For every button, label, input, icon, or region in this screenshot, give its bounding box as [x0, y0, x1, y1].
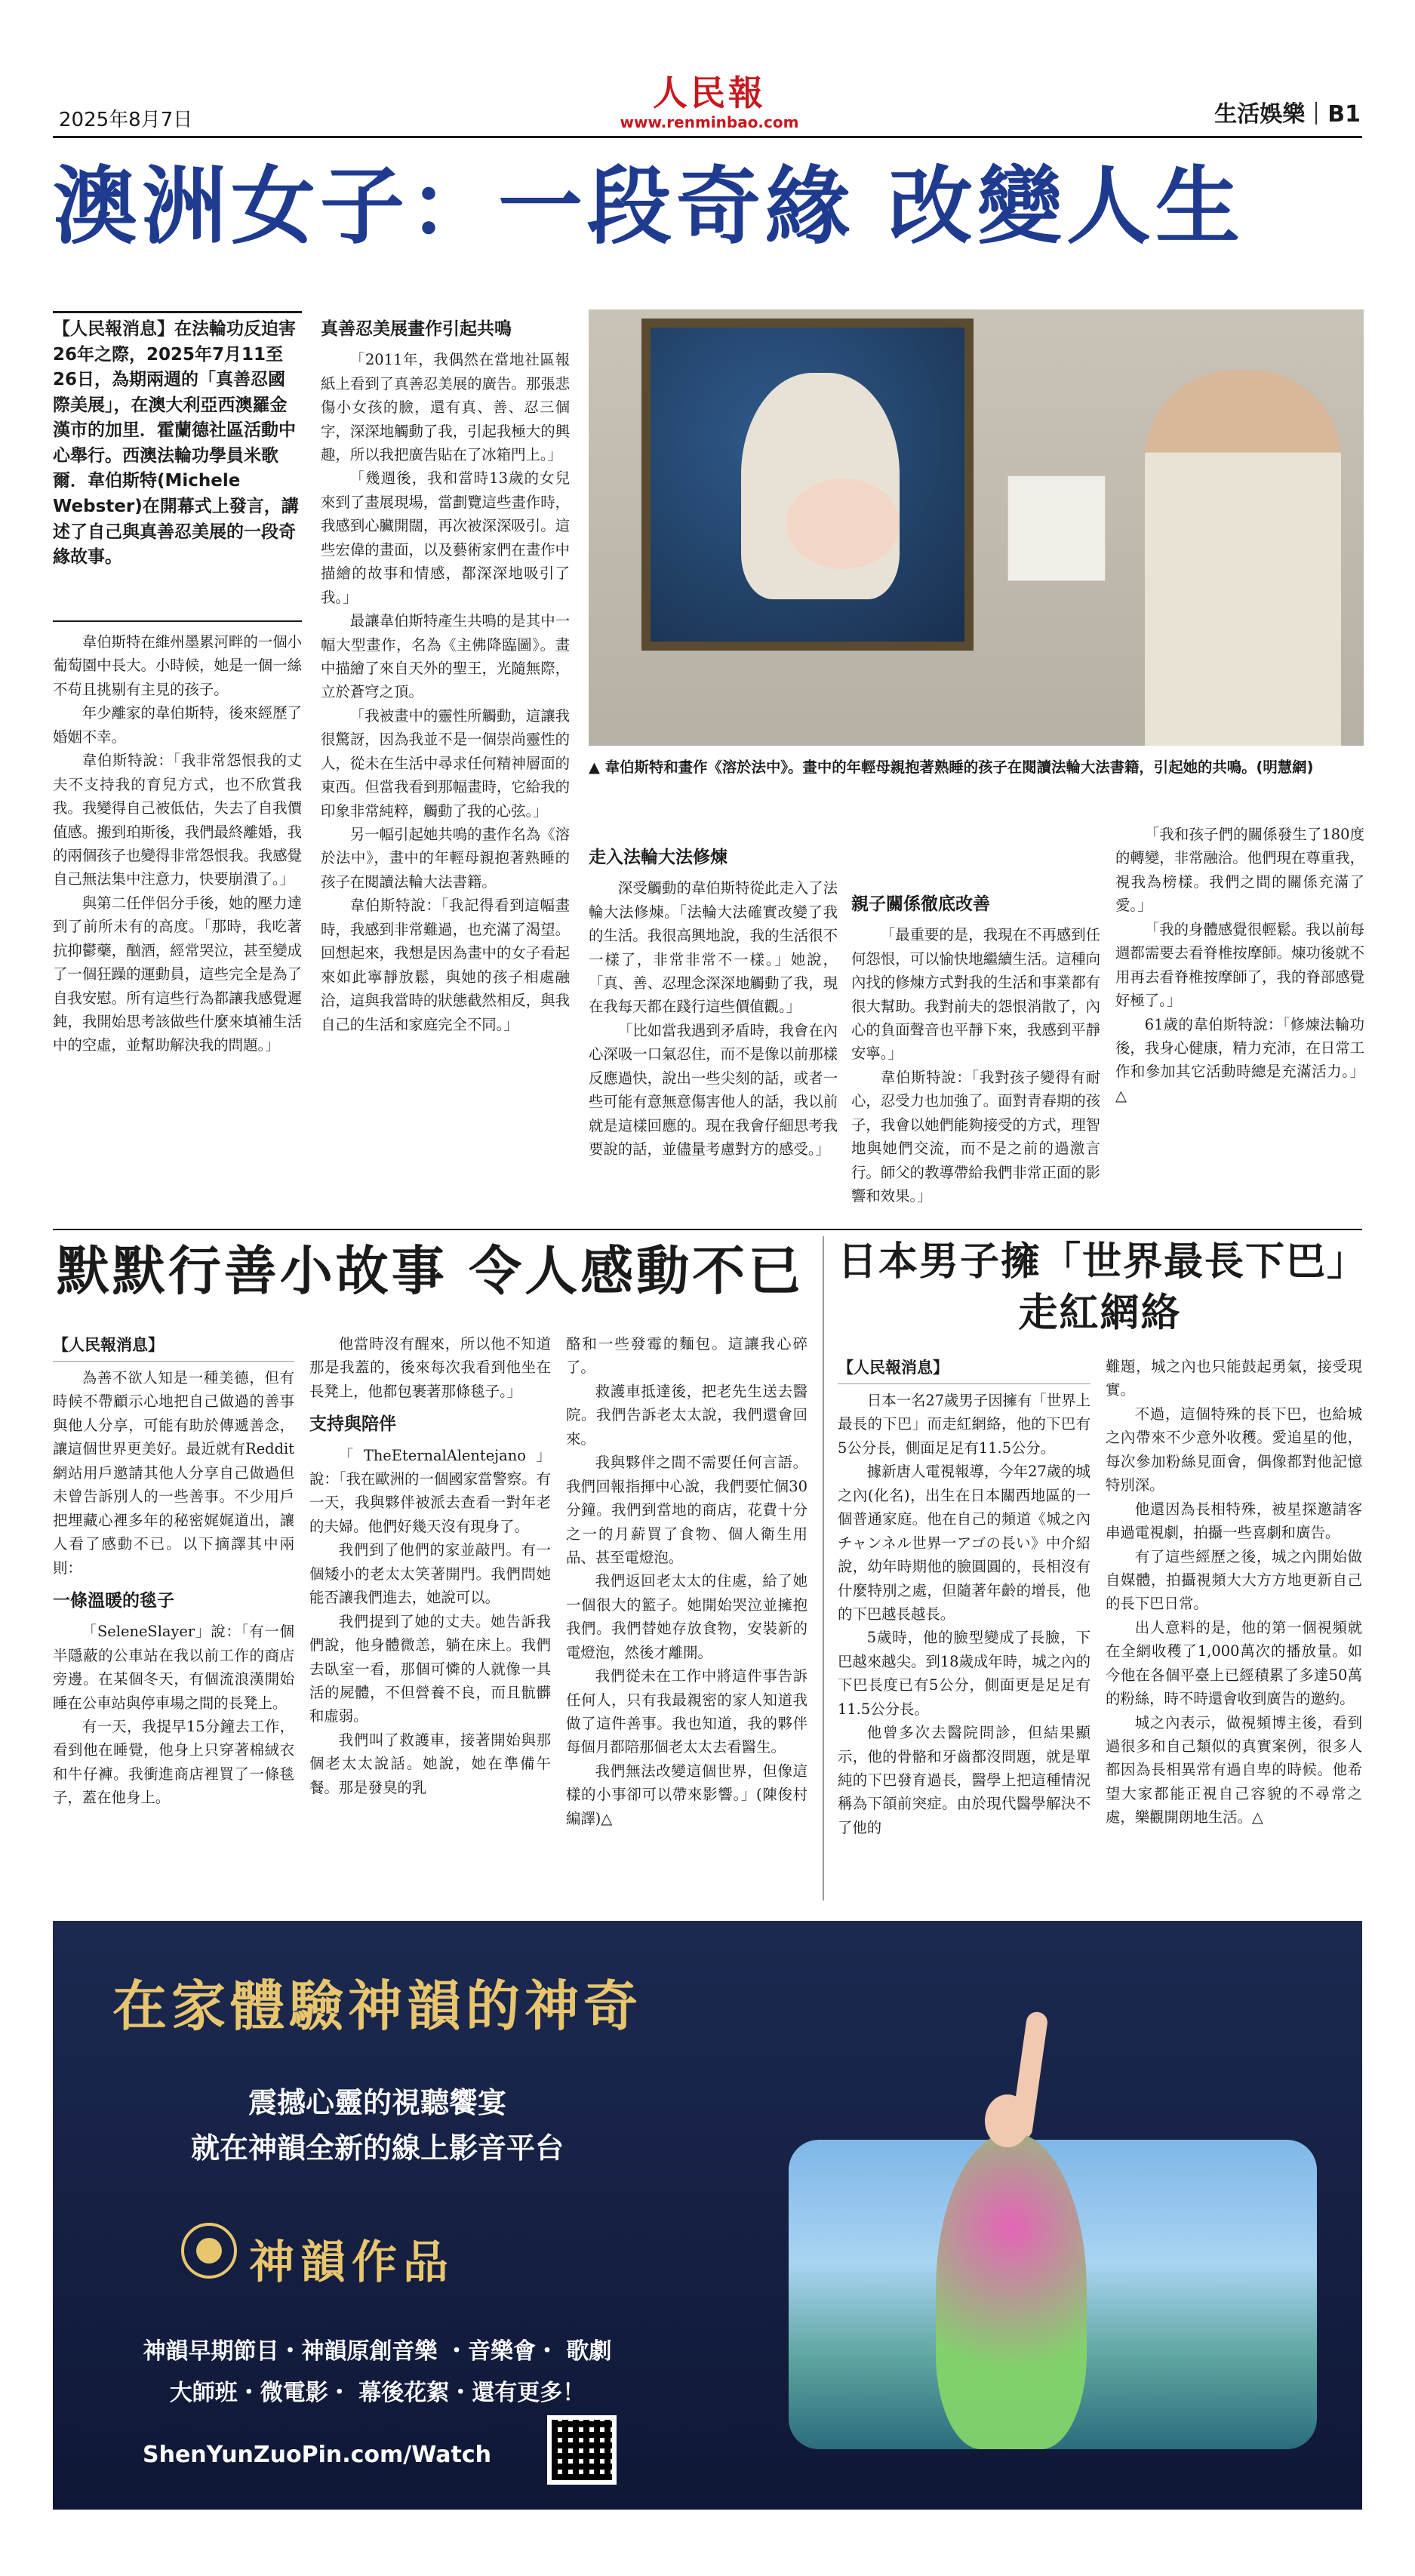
lead-rule-top — [53, 311, 302, 313]
paragraph: 「我被畫中的靈性所觸動，這讓我很驚訝，因為我並不是一個崇尚靈性的人，從未在生活中尋求任何精神層面的東西。但當我看到那幅畫時，它給我的印象非常純粹，觸動了我的心弦。」 — [321, 706, 570, 820]
article3-headline-line2: 走紅網絡 — [1018, 1289, 1182, 1336]
paragraph: 韋伯斯特說：「我對孩子變得有耐心，忍受力也加強了。面對青春期的孩子，我會以她們能夠接受的方式，理智地與她們交流，而不是之前的過激言行。師父的教導帶給我們非常正面的影響和效果。」 — [851, 1068, 1100, 1205]
paragraph: 韋伯斯特在維州墨累河畔的一個小葡萄園中長大。小時候，她是一個一絲不苟且挑剔有主見的孩子。 — [53, 633, 302, 698]
paragraph: 我們提到了她的丈夫。她告訴我們說，他身體微恙，躺在床上。我們去臥室一看，那個可憐的人就像一具活的屍體，不但營養不良，而且骯髒和虛弱。 — [309, 1612, 551, 1725]
subheading: 真善忍美展畫作引起共鳴 — [321, 319, 512, 339]
paragraph: 韋伯斯特說：「我記得看到這幅畫時，我感到非常難過，也充滿了渴望。回想起來，我想是因為畫中的女子看起來如此寧靜放鬆，與她的孩子相處融洽，這與我當時的狀態截然相反，與我自己的生活和家庭完全不同。」 — [321, 897, 570, 1033]
woman-figure — [1145, 370, 1341, 746]
paragraph: 與第二任伴侶分手後，她的壓力達到了前所未有的高度。「那時，我吃著抗抑鬱藥，酗酒，經常哭泣，甚至變成了一個狂躁的運動員，這些完全是為了自我安慰。所有這些行為都讓我感覺遲鈍，我開始思考該做些什麼來填補生活中的空虛，並幫助解決我的問題。」 — [53, 894, 302, 1054]
painting-plaque — [1007, 475, 1106, 581]
paragraph: 另一幅引起她共鳴的畫作名為《溶於法中》，畫中的年輕母親抱著熟睡的孩子在閱讀法輪大法書籍。 — [321, 826, 570, 891]
article2-headline: 默默行善小故事 令人感動不已 — [56, 1239, 804, 1302]
article-photo — [589, 309, 1364, 746]
dancer-head — [985, 2094, 1030, 2147]
paragraph: 不過，這個特殊的長下巴，也給城之內帶來不少意外收穫。愛追星的他，每次參加粉絲見面會，偶像都對他記憶特別深。 — [1106, 1405, 1362, 1494]
article2-column-2 — [309, 1332, 551, 1906]
article3-headline-line1: 日本男子擁「世界最長下巴」 — [838, 1239, 1368, 1285]
section-name: 生活娛樂 — [1214, 101, 1306, 128]
section-divider — [1315, 102, 1317, 125]
subheading: 一條溫暖的毯子 — [53, 1590, 174, 1611]
qr-code-icon[interactable] — [547, 2415, 617, 2485]
paragraph: 我們到了他們的家並敲門。有一個矮小的老太太笑著開門。我們問她能否讓我們進去，她說可以。 — [309, 1541, 551, 1607]
article2-tag: 【人民報消息】 — [53, 1332, 294, 1362]
lead-tag: 【人民報消息】 — [53, 319, 174, 339]
paragraph: 我們返回老太太的住處，給了她一個很大的籃子。她開始哭泣並擁抱我們。我們替她存放食物，安裝新的電燈泡，然後才離開。 — [566, 1572, 807, 1661]
main-headline: 澳洲女子：一段奇緣 改變人生 — [53, 157, 1244, 256]
paragraph: 5歲時，他的臉型變成了長臉，下巴越來越尖。到18歲成年時，城之內的下巴長度已有5公分，側面更是足足有11.5公分長。 — [838, 1629, 1090, 1718]
ad-url-link[interactable]: ShenYunZuoPin.com/Watch — [142, 2442, 492, 2468]
newspaper-logo: 人民報 — [653, 72, 766, 113]
ad-list-line-2: 大師班・微電影・ 幕後花絮・還有更多！ — [169, 2380, 586, 2406]
article3-column-2 — [1106, 1355, 1362, 1906]
subheading: 走入法輪大法修煉 — [589, 848, 727, 867]
paragraph: 「TheEternalAlentejano」說：「我在歐洲的一個國家當警察。有一天，我與夥伴被派去查看一對年老的夫婦。他們好幾天沒有現身了。 — [309, 1446, 551, 1535]
paragraph: 「我的身體感覺很輕鬆。我以前每週都需要去看脊椎按摩師。煉功後就不用再去看脊椎按摩師了，我的脊部感覺好極了。」 — [1115, 920, 1364, 1010]
header-rule — [53, 136, 1362, 138]
masthead — [589, 72, 830, 131]
dancer-dress — [936, 2132, 1087, 2449]
paragraph: 「2011年，我偶然在當地社區報紙上看到了真善忍美展的廣告。那張悲傷小女孩的臉，還有真、善、忍三個字，深深地觸動了我，引起我極大的興趣，所以我把廣告貼在了冰箱門上。」 — [321, 351, 570, 463]
lead-paragraph — [53, 317, 302, 613]
article3-column-1 — [838, 1355, 1090, 1906]
paragraph: 有一天，我提早15分鐘去工作，看到他在睡覺，他身上只穿著棉絨衣和牛仔褲。我衝進商店裡買了一條毯子，蓋在他身上。 — [53, 1717, 294, 1807]
brand-logo-icon — [181, 2223, 237, 2279]
paragraph: 據新唐人電視報導，今年27歲的城之內(化名)，出生在日本關西地區的一個普通家庭。他在自己的頻道《城之內チャンネル世界一アゴの長い》中介紹說，幼年時期他的臉圓圓的，長相沒有什麼特別之處，但隨著年齡的增長，他的下巴越長越長。 — [838, 1463, 1090, 1623]
paragraph: 他曾多次去醫院問診，但結果顯示，他的骨骼和牙齒都沒問題，就是單純的下巴發育過長，醫學上把這種情況稱為下頜前突症。由於現代醫學解決不了他的 — [838, 1724, 1090, 1836]
painting-child-figure — [786, 479, 900, 569]
newspaper-url: www.renminbao.com — [620, 113, 799, 131]
paragraph: 他當時沒有醒來，所以他不知道那是我蓋的，後來每次我看到他坐在長凳上，他都包裹著那條毯子。」 — [309, 1335, 551, 1400]
shenyun-advertisement[interactable] — [53, 1921, 1362, 2510]
paragraph: 年少離家的韋伯斯特，後來經歷了婚姻不幸。 — [53, 704, 302, 746]
article1-column-2 — [321, 308, 570, 1217]
paragraph: 他還因為長相特殊，被星探邀請客串過電視劇，拍攝一些喜劇和廣告。 — [1106, 1500, 1362, 1542]
paragraph: 我們從未在工作中將這件事告訴任何人，只有我最親密的家人知道我做了這件善事。我也知道，我的夥伴每個月都陪那個老太太去看醫生。 — [566, 1667, 807, 1756]
paragraph: 「最重要的是，我現在不再感到任何怨恨，可以愉快地繼續生活。這種向內找的修煉方式對我的生活和事業都有很大幫助。我對前夫的怨恨消散了，內心的負面聲音也平靜下來，我感到平靜安寧。」 — [851, 926, 1100, 1063]
issue-date: 2025年8月7日 — [59, 109, 193, 131]
paragraph: 出人意料的是，他的第一個視頻就在全網收穫了1,000萬次的播放量。如今他在各個平臺上已經積累了多達50萬的粉絲，時不時還會收到廣告的邀約。 — [1106, 1618, 1362, 1708]
paragraph: 我們無法改變這個世界，但像這樣的小事卻可以帶來影響。」(陳俊村編譯)△ — [566, 1762, 807, 1827]
section-divider-rule — [53, 1229, 1362, 1230]
article3-tag: 【人民報消息】 — [838, 1355, 1090, 1384]
ad-title: 在家體驗神韻的神奇 — [112, 1974, 642, 2038]
ad-list-line-1: 神韻早期節目・神韻原創音樂 ・音樂會・ 歌劇 — [143, 2338, 612, 2365]
paragraph: 救護車抵達後，把老先生送去醫院。我們告訴老太太說，我們還會回來。 — [566, 1382, 807, 1448]
section-label — [1214, 95, 1361, 128]
ad-subtitle-1: 震撼心靈的視聽饗宴 — [248, 2086, 506, 2119]
paragraph: 最讓韋伯斯特產生共鳴的是其中一幅大型畫作，名為《主佛降臨圖》。畫中描繪了來自天外的聖王，光隨無際，立於蒼穹之頂。 — [321, 612, 570, 701]
subheading: 支持與陪伴 — [309, 1414, 396, 1435]
ad-brand: 神韻作品 — [249, 2236, 454, 2289]
paragraph: 為善不欲人知是一種美德，但有時候不帶顧示心地把自己做過的善事與他人分享，可能有助於傳遞善念，讓這個世界更美好。最近就有Reddit網站用戶邀請其他人分享自己做過但未曾告訴別人的一些善事。不少用戶把埋藏心裡多年的秘密娓娓道出，讓人看了感動不已。以下摘譯其中兩則： — [53, 1369, 294, 1577]
article2-column-3 — [566, 1332, 807, 1906]
article1-column-5 — [1115, 823, 1364, 1219]
article1-column-1 — [53, 630, 302, 1215]
paragraph: 日本一名27歲男子因擁有「世界上最長的下巴」而走紅網絡，他的下巴有5公分長，側面足足有11.5公分。 — [838, 1392, 1090, 1457]
article2-column-1 — [53, 1332, 294, 1906]
article1-column-3 — [589, 836, 838, 1217]
lead-rule-bottom — [53, 620, 302, 622]
paragraph: 「幾週後，我和當時13歲的女兒來到了畫展現場，當劃覽這些畫作時，我感到心臟開闊，再次被深深吸引。這些宏偉的畫面，以及藝術家們在畫作中描繪的故事和情感，都深深地吸引了我。」 — [321, 469, 570, 606]
photo-caption: ▲ 韋伯斯特和畫作《溶於法中》。畫中的年輕母親抱著熟睡的孩子在閱讀法輪大法書籍，引起她的共鳴。(明慧網) — [589, 759, 1314, 776]
paragraph: 韋伯斯特說：「我非常怨恨我的丈夫不支持我的育兒方式，也不欣賞我我。我變得自己被低估，失去了自我價值感。搬到珀斯後，我們最終離婚，我的兩個孩子也變得非常怨恨我。我感覺自己無法集中注意力，快要崩潰了。」 — [53, 752, 302, 888]
paragraph: 我們叫了救護車，接著開始與那個老太太說話。她說，她在準備午餐。那是發臭的乳 — [309, 1731, 551, 1796]
page-number: B1 — [1327, 101, 1361, 128]
paragraph: 我與夥伴之間不需要任何言語。我們回報指揮中心說，我們要忙個30分鐘。我們到當地的商店，花費十分之一的月薪買了食物、個人衛生用品、甚至電燈泡。 — [566, 1454, 807, 1566]
painting-image — [641, 319, 974, 651]
ad-subtitle-2: 就在神韻全新的線上影音平台 — [190, 2131, 564, 2165]
paragraph: 「比如當我遇到矛盾時，我會在內心深吸一口氣忍住，而不是像以前那樣反應過快，說出一些尖刻的話，或者一些可能有意無意傷害他人的話，我以前就是這樣回應的。現在我會仔細思考我要說的話，並儘量考慮對方的感受。」 — [589, 1021, 838, 1159]
subheading: 親子關係徹底改善 — [851, 894, 990, 914]
article1-column-4 — [851, 808, 1100, 1219]
dancer-figure — [921, 2011, 1094, 2494]
lead-text: 在法輪功反迫害26年之際，2025年7月11至26日，為期兩週的「真善忍國際美展」，在澳大利亞西澳羅金漢市的加里．霍蘭德社區活動中心舉行。西澳法輪功學員米歌爾．韋伯斯特(Michele Webster)在開幕式上發言，講述了自己與真善忍美展的一段奇緣故事。 — [53, 319, 299, 568]
paragraph: 「我和孩子們的關係發生了180度的轉變，非常融洽。他們現在尊重我，視我為榜樣。我們之間的關係充滿了愛。」 — [1115, 826, 1364, 915]
paragraph: 有了這些經歷之後，城之內開始做自媒體，拍攝視頻大大方方地更新自己的長下巴日常。 — [1106, 1547, 1362, 1613]
paragraph: 難題，城之內也只能鼓起勇氣，接受現實。 — [1106, 1358, 1362, 1399]
paragraph: 61歲的韋伯斯特說：「修煉法輪功後，我身心健康，精力充沛，在日常工作和參加其它活動時總是充滿活力。」△ — [1115, 1015, 1364, 1104]
paragraph: 酪和一些發霉的麵包。這讓我心碎了。 — [566, 1335, 807, 1377]
article3-headline — [838, 1236, 1368, 1338]
paragraph: 「SeleneSlayer」說：「有一個半隱蔽的公車站在我以前工作的商店旁邊。在某個冬天，有個流浪漢開始睡在公車站與停車場之間的長凳上。 — [53, 1623, 294, 1712]
paragraph: 深受觸動的韋伯斯特從此走入了法輪大法修煉。「法輪大法確實改變了我的生活。我很高興地說，我的生活很不一樣了，非常非常不一樣。」她說，「真、善、忍理念深深地觸動了我，現在我每天都在踐行這些價值觀。」 — [589, 879, 838, 1016]
paragraph: 城之內表示，做視頻博主後，看到過很多和自己類似的真實案例，很多人都因為長相異常有過自卑的時候。他希望大家都能正視自己容貌的不尋常之處，樂觀開朗地生活。△ — [1106, 1713, 1362, 1827]
column-divider-rule — [823, 1236, 824, 1900]
